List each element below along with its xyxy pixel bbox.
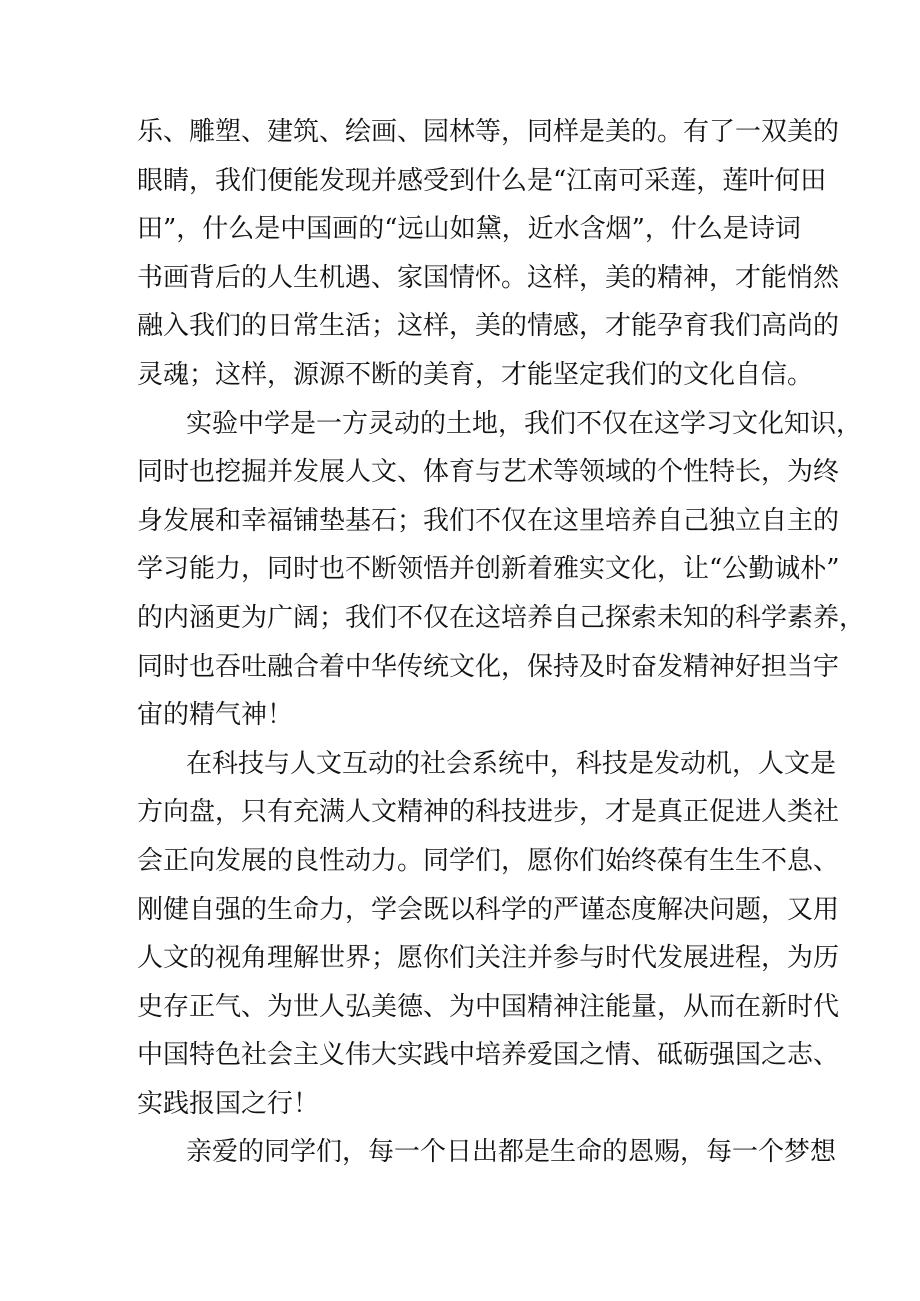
text-line: 乐、雕塑、建筑、绘画、园林等，同样是美的。有了一双美的 <box>137 117 840 147</box>
text-line: 身发展和幸福铺垫基石；我们不仅在这里培养自己独立自主的 <box>137 505 840 536</box>
text-line: 田”，什么是中国画的“远山如黛，近水含烟”，什么是诗词 <box>137 214 801 245</box>
text-line: 灵魂；这样，源源不断的美育，才能坚定我们的文化自信。 <box>137 359 814 390</box>
text-line: 同时也吞吐融合着中华传统文化，保持及时奋发精神好担当宇 <box>137 651 840 682</box>
text-line: 中国特色社会主义伟大实践中培养爱国之情、砥砺强国之志、 <box>137 1040 840 1071</box>
text-line: 宙的精气神！ <box>137 700 294 731</box>
paragraph-1 <box>137 108 840 400</box>
text-line: 融入我们的日常生活；这样，美的情感，才能孕育我们高尚的 <box>137 311 840 342</box>
text-line: 刚健自强的生命力，学会既以科学的严谨态度解决问题，又用 <box>137 894 840 925</box>
text-line: 在科技与人文互动的社会系统中，科技是发动机，人文是 <box>186 748 837 779</box>
text-line: 会正向发展的良性动力。同学们，愿你们始终葆有生生不息、 <box>137 845 840 876</box>
paragraph-4 <box>137 1128 837 1177</box>
paragraph-2 <box>137 400 866 740</box>
text-line: 实验中学是一方灵动的土地，我们不仅在这学习文化知识， <box>186 408 863 439</box>
text-line: 的内涵更为广阔；我们不仅在这培养自己探索未知的科学素养， <box>137 602 866 633</box>
text-line: 眼睛，我们便能发现并感受到什么是“江南可采莲，莲叶何田 <box>137 165 827 196</box>
text-line: 人文的视角理解世界；愿你们关注并参与时代发展进程，为历 <box>137 943 840 974</box>
text-line: 学习能力，同时也不断领悟并创新着雅实文化，让“公勤诚朴” <box>137 554 840 585</box>
text-line: 方向盘，只有充满人文精神的科技进步，才是真正促进人类社 <box>137 797 840 828</box>
text-line: 亲爱的同学们，每一个日出都是生命的恩赐，每一个梦想 <box>186 1137 837 1168</box>
text-line: 实践报国之行！ <box>137 1088 320 1119</box>
body-text <box>137 108 866 1177</box>
text-line: 史存正气、为世人弘美德、为中国精神注能量，从而在新时代 <box>137 991 840 1022</box>
text-line: 书画背后的人生机遇、家国情怀。这样，美的精神，才能悄然 <box>137 262 840 293</box>
text-line: 同时也挖掘并发展人文、体育与艺术等领域的个性特长，为终 <box>137 457 840 488</box>
paragraph-3 <box>137 740 840 1129</box>
